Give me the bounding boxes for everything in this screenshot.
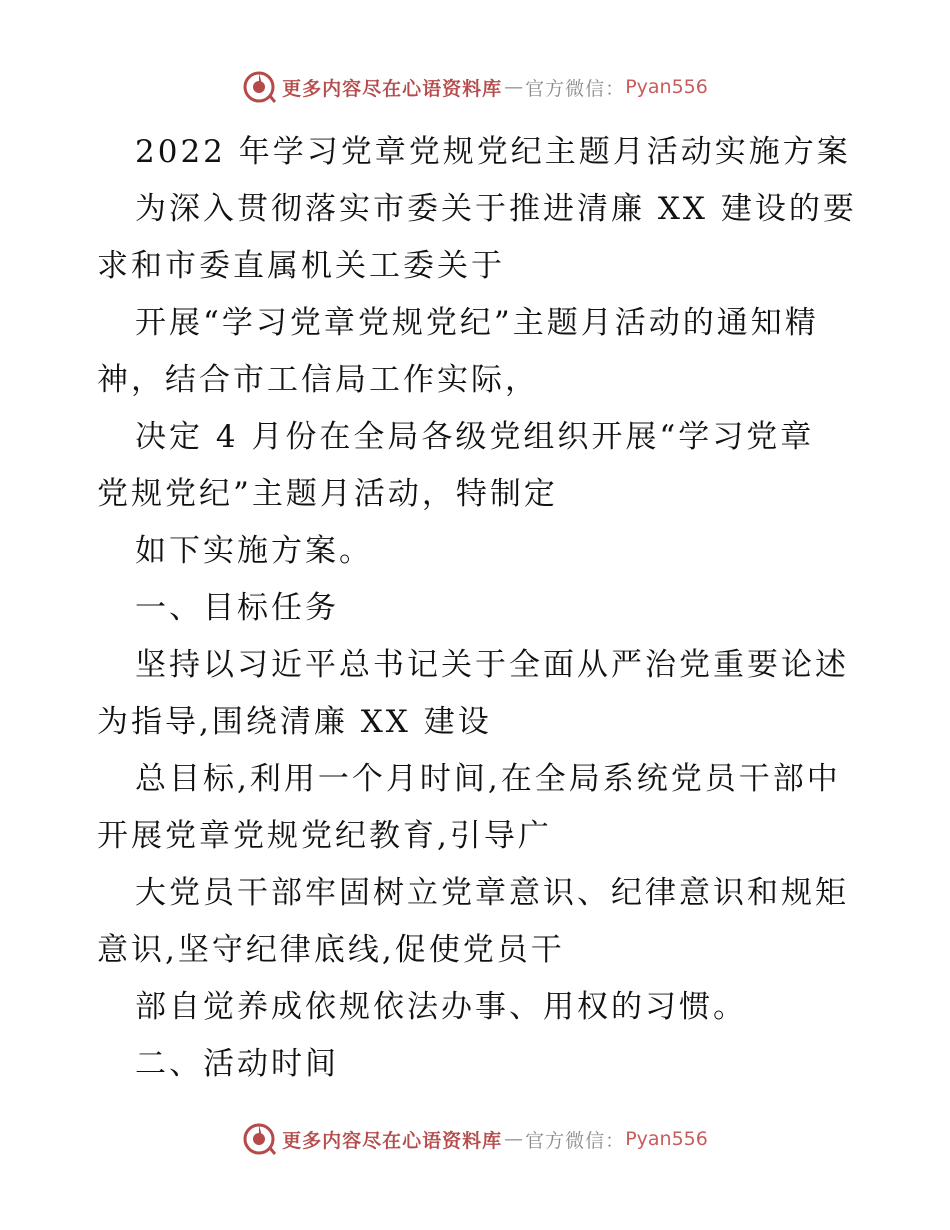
doc-title: 2022 年学习党章党规党纪主题月活动实施方案 (135, 134, 851, 170)
section-heading: 二、活动时间 (135, 1046, 339, 1082)
paragraph-line: 意识,坚守纪律底线,促使党员干 (97, 932, 565, 968)
wechat-label: 官方微信： (525, 1129, 626, 1152)
footer-watermark (0, 1122, 950, 1156)
paragraph-line: 大党员干部牢固树立党章意识、纪律意识和规矩 (135, 875, 849, 911)
paragraph-line: 党规党纪”主题月活动，特制定 (97, 476, 558, 512)
paragraph-line: 开展党章党规党纪教育,引导广 (97, 818, 552, 854)
separator: — (504, 76, 524, 98)
brand-logo-icon (242, 1122, 276, 1156)
brand-logo-icon (242, 70, 276, 104)
paragraph-line: 决定 4 月份在全局各级党组织开展“学习党章 (135, 419, 815, 455)
wechat-label: 官方微信： (525, 77, 626, 100)
brand-text: 更多内容尽在心语资料库 (282, 77, 503, 100)
paragraph-line: 部自觉养成依规依法办事、用权的习惯。 (135, 989, 747, 1025)
paragraph-line: 坚持以习近平总书记关于全面从严治党重要论述 (135, 647, 849, 683)
document-body (97, 124, 857, 1093)
paragraph-line: 总目标,利用一个月时间,在全局系统党员干部中 (135, 761, 841, 797)
brand-text: 更多内容尽在心语资料库 (282, 1129, 503, 1152)
wechat-id: Pyan556 (625, 76, 708, 98)
wechat-id: Pyan556 (625, 1128, 708, 1150)
paragraph-line: 求和市委直属机关工委关于 (97, 248, 505, 284)
paragraph-line: 为指导,围绕清廉 XX 建设 (97, 704, 492, 740)
paragraph-line: 为深入贯彻落实市委关于推进清廉 XX 建设的要 (135, 191, 857, 227)
section-heading: 一、目标任务 (135, 590, 339, 626)
separator: — (504, 1128, 524, 1150)
paragraph-line: 开展“学习党章党规党纪”主题月活动的通知精 (135, 305, 819, 341)
header-watermark (0, 70, 950, 104)
paragraph-line: 神，结合市工信局工作实际， (97, 362, 539, 398)
paragraph-line: 如下实施方案。 (135, 533, 373, 569)
